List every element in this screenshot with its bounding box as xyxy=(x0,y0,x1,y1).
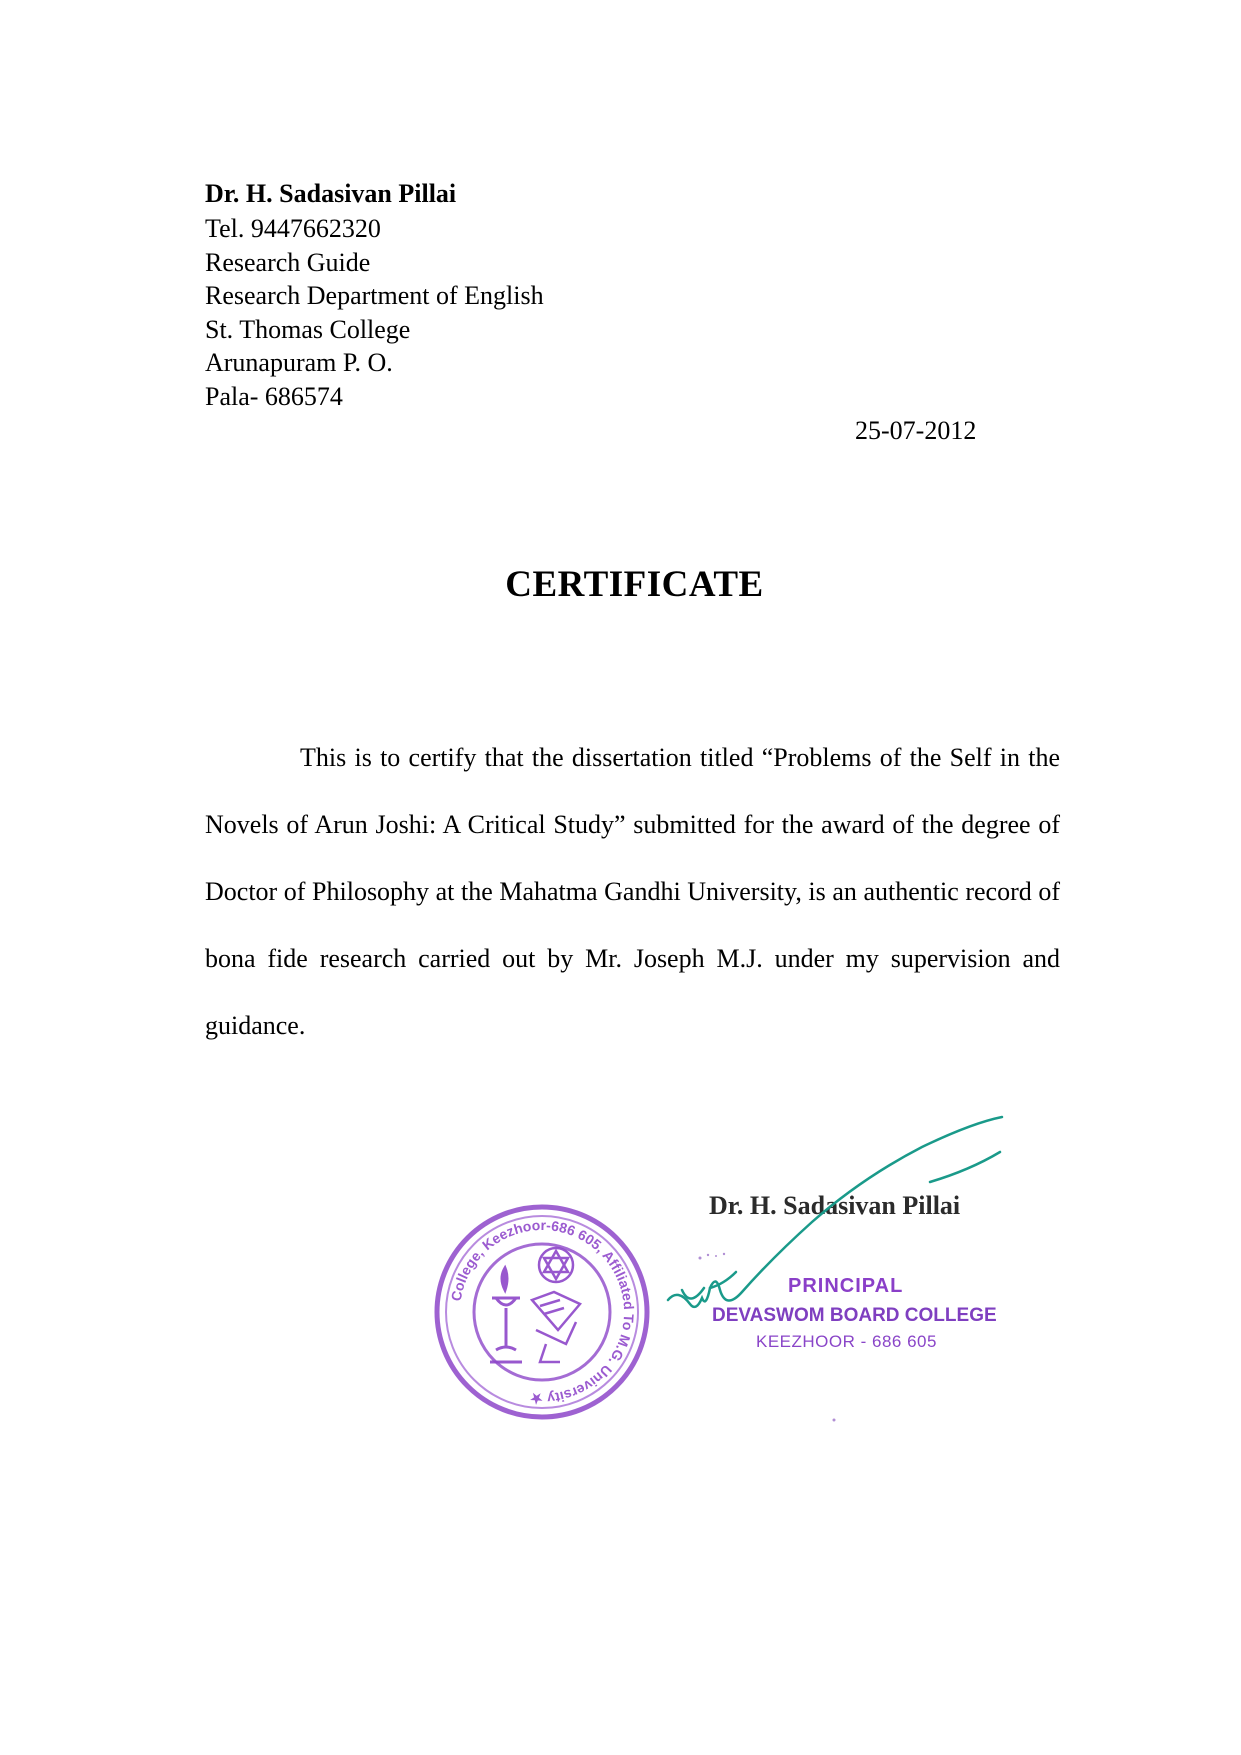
stamp-principal: PRINCIPAL xyxy=(788,1275,904,1297)
svg-text:College, Keezhoor-686 605, Aff xyxy=(448,1217,637,1407)
guide-name: Dr. H. Sadasivan Pillai xyxy=(205,179,457,208)
guide-department: Research Department of English xyxy=(205,281,544,310)
college-seal-icon xyxy=(437,1207,647,1417)
certificate-body: This is to certify that the dissertation titled “Problems of the Self in the Novels of Arun Joshi: A Critical Study” submitted for the award of the degree of Doctor of Philosophy at the Mahatma Gandhi University, is an authentic record of bona fide research carried out by Mr. Joseph M.J. under my supervision and guidance. xyxy=(205,743,1060,1040)
guide-phone: Tel. 9447662320 xyxy=(205,214,381,243)
guide-post-office: Arunapuram P. O. xyxy=(205,348,393,377)
stamp-college: DEVASWOM BOARD COLLEGE xyxy=(712,1305,997,1326)
stamp-place: KEEZHOOR - 686 605 xyxy=(756,1332,937,1351)
guide-pin: Pala- 686574 xyxy=(205,381,343,411)
signatory-name: Dr. H. Sadasivan Pillai xyxy=(709,1191,961,1220)
seal-ring-text: College, Keezhoor-686 605, Affiliated To M.G. University ★ xyxy=(447,1216,638,1408)
letter-date: 25-07-2012 xyxy=(855,416,977,445)
guide-role: Research Guide xyxy=(205,247,371,277)
letterhead xyxy=(205,176,544,413)
page-title: CERTIFICATE xyxy=(505,564,764,605)
guide-college: St. Thomas College xyxy=(205,314,411,344)
